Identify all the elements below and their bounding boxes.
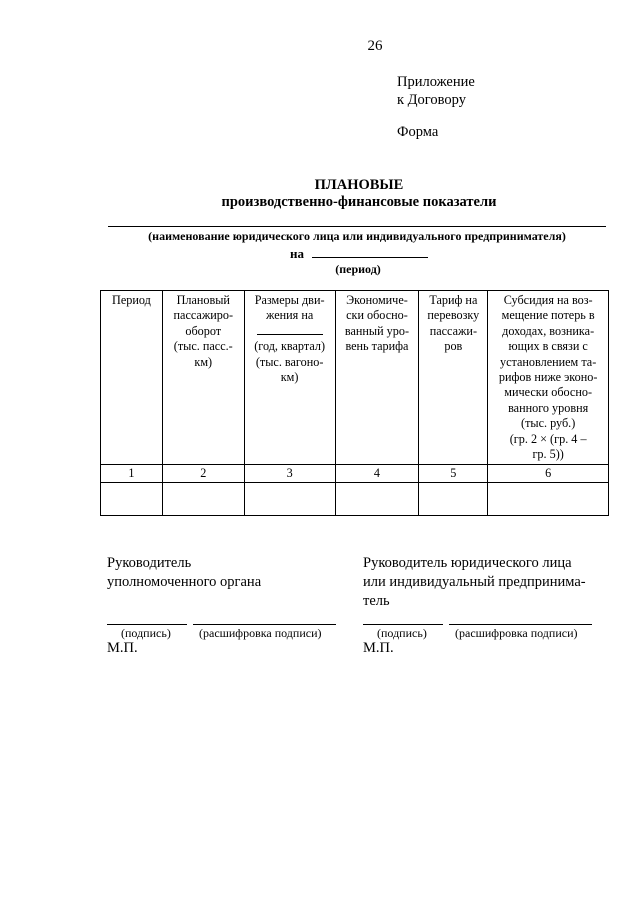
- period-caption: (период): [335, 262, 381, 276]
- document-subtitle: производственно-финансовые показатели: [221, 194, 497, 210]
- stamp-placeholder: М.П.: [107, 640, 138, 656]
- signer-title-line-2: уполномоченного органа: [107, 574, 262, 590]
- header-cell-passenger-tariff: Тариф на перевозку пассажи- ров: [419, 291, 488, 465]
- empty-cell[interactable]: [335, 483, 419, 516]
- empty-cell[interactable]: [162, 483, 244, 516]
- header-cell-economic-tariff: Экономиче- ски обосно- ванный уро- вень тарифа: [335, 291, 419, 465]
- document-title: ПЛАНОВЫЕ: [314, 177, 404, 193]
- signature-block-entity: [363, 554, 611, 611]
- signer-title-line-1: Руководитель юридического лица: [363, 555, 572, 571]
- signer-title-line-2: или индивидуальный предпринима-: [363, 574, 586, 590]
- signature-caption: (подпись): [377, 626, 427, 640]
- empty-cell[interactable]: [419, 483, 488, 516]
- header-cell-passenger-turnover: Плановый пассажиро- оборот (тыс. пасс.- км): [162, 291, 244, 465]
- period-prefix: на: [290, 246, 304, 261]
- period-blank: [312, 245, 428, 258]
- empty-cell[interactable]: [244, 483, 335, 516]
- column-number: 1: [101, 465, 163, 483]
- signature-line[interactable]: [107, 624, 187, 625]
- header-cell-period: Период: [101, 291, 163, 465]
- appendix-note: [397, 73, 475, 109]
- period-row: [0, 245, 640, 262]
- appendix-line-1: Приложение: [397, 74, 475, 90]
- decode-caption: (расшифровка подписи): [455, 626, 578, 640]
- column-number: 3: [244, 465, 335, 483]
- entity-name-caption: (наименование юридического лица или индивидуального предпринимателя): [148, 229, 566, 243]
- signature-caption: (подпись): [121, 626, 171, 640]
- empty-data-row: [101, 483, 609, 516]
- indicators-table: [100, 290, 609, 516]
- entity-name-blank: [108, 226, 606, 227]
- empty-cell[interactable]: [101, 483, 163, 516]
- empty-cell[interactable]: [488, 483, 609, 516]
- column-number: 5: [419, 465, 488, 483]
- form-label: Форма: [397, 124, 439, 140]
- header-cell-traffic-volume: Размеры дви- жения на (год, квартал) (тыс. вагоно- км): [244, 291, 335, 465]
- signature-line[interactable]: [363, 624, 443, 625]
- decode-line[interactable]: [193, 624, 336, 625]
- table-header-row: [101, 291, 609, 465]
- appendix-line-2: к Договору: [397, 92, 466, 108]
- decode-caption: (расшифровка подписи): [199, 626, 322, 640]
- header-cell-subsidy: Субсидия на воз- мещение потерь в доходах, возника- ющих в связи с установлением та- рифов ниже эконо- мически обосно- ванного уровня (тыс. руб.) (гр. 2 × (гр. 4 – гр. 5)): [488, 291, 609, 465]
- column-number: 6: [488, 465, 609, 483]
- stamp-placeholder: М.П.: [363, 640, 394, 656]
- signer-title-line-1: Руководитель: [107, 555, 192, 571]
- page-number: 26: [367, 38, 383, 54]
- signature-block-authority: [107, 554, 261, 592]
- column-number-row: [101, 465, 609, 483]
- signer-title-line-3: тель: [363, 593, 390, 609]
- decode-line[interactable]: [449, 624, 592, 625]
- column-number: 4: [335, 465, 419, 483]
- traffic-period-blank: [257, 324, 323, 335]
- column-number: 2: [162, 465, 244, 483]
